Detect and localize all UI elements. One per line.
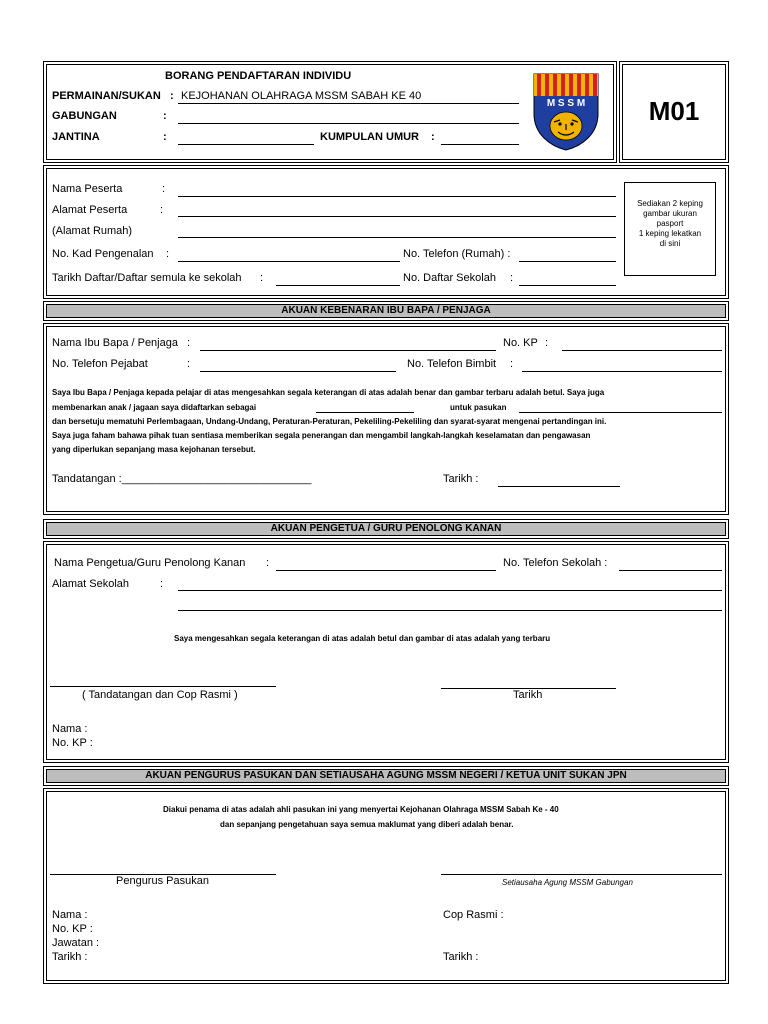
- principal-box: [46, 544, 726, 760]
- mssm-logo: [528, 70, 604, 152]
- parent-declaration-1: Saya Ibu Bapa / Penjaga kepada pelajar di atas mengesahkan segala keterangan di atas adalah benar dan gambar terbaru adalah betul. Saya juga: [52, 388, 605, 397]
- home-phone-field[interactable]: [519, 261, 616, 262]
- principal-name-label: Nama Pengetua/Guru Penolong Kanan: [54, 557, 246, 569]
- home-phone-label: No. Telefon (Rumah) :: [403, 248, 511, 260]
- mobile-phone-field[interactable]: [522, 371, 722, 372]
- principal-date-label: Tarikh: [513, 689, 543, 701]
- school-address-field-2[interactable]: [178, 610, 722, 611]
- parent-date-label: Tarikh :: [443, 473, 479, 485]
- manager-statement-1: Diakui penama di atas adalah ahli pasukan ini yang menyertai Kejohanan Olahraga MSSM Sabah Ke - 40: [163, 805, 559, 814]
- parent-name-label: Nama Ibu Bapa / Penjaga: [52, 337, 178, 349]
- gender-label: JANTINA: [52, 131, 100, 143]
- participant-name-label: Nama Peserta: [52, 183, 123, 195]
- colon: :: [166, 248, 170, 260]
- age-group-field[interactable]: [441, 144, 519, 145]
- colon: :: [187, 358, 191, 370]
- colon: :: [162, 183, 166, 195]
- official-stamp-label: Cop Rasmi :: [443, 909, 504, 921]
- colon: :: [266, 557, 270, 569]
- secretary-label: Setiausaha Agung MSSM Gabungan: [502, 878, 633, 887]
- office-phone-field[interactable]: [200, 371, 396, 372]
- principal-signature-line[interactable]: [50, 686, 276, 687]
- gender-field[interactable]: [178, 144, 314, 145]
- manager-date-label: Tarikh :: [52, 951, 88, 963]
- school-reg-field[interactable]: [519, 285, 616, 286]
- colon: :: [160, 578, 164, 590]
- parent-signature-label: Tandatangan :_______________________________: [52, 473, 312, 485]
- photo-box[interactable]: [624, 182, 716, 276]
- participant-address-field-2[interactable]: [178, 237, 616, 238]
- enrol-date-field[interactable]: [276, 285, 400, 286]
- parent-kp-field[interactable]: [562, 350, 722, 351]
- school-reg-label: No. Daftar Sekolah: [403, 272, 496, 284]
- home-address-label: (Alamat Rumah): [52, 225, 133, 237]
- form-title: BORANG PENDAFTARAN INDIVIDU: [165, 70, 352, 82]
- principal-kp-short: No. KP :: [52, 737, 93, 749]
- photo-note-line: pasport: [656, 219, 684, 228]
- age-group-colon: :: [431, 131, 435, 143]
- colon: :: [187, 337, 191, 349]
- sport-value: KEJOHANAN OLAHRAGA MSSM SABAH KE 40: [181, 90, 422, 102]
- participant-address-label: Alamat Peserta: [52, 204, 128, 216]
- parent-declaration-2b: untuk pasukan: [450, 403, 507, 412]
- enrol-date-label: Tarikh Daftar/Daftar semula ke sekolah: [52, 272, 242, 284]
- combined-label: GABUNGAN: [52, 110, 117, 122]
- school-phone-label: No. Telefon Sekolah :: [503, 557, 608, 569]
- participant-address-field-1[interactable]: [178, 216, 616, 217]
- colon: :: [510, 358, 514, 370]
- gender-colon: :: [163, 131, 167, 143]
- mobile-phone-label: No. Telefon Bimbit: [407, 358, 497, 370]
- sport-label: PERMAINAN/SUKAN: [52, 90, 161, 102]
- school-phone-field[interactable]: [619, 570, 722, 571]
- parent-name-field[interactable]: [200, 350, 496, 351]
- secretary-date-label: Tarikh :: [443, 951, 479, 963]
- parent-declaration-5: yang diperlukan sepanjang masa kejohanan tersebut.: [52, 445, 256, 454]
- manager-kp-label: No. KP :: [52, 923, 93, 935]
- photo-note-line: di sini: [659, 239, 681, 248]
- sport-line: [178, 103, 519, 104]
- principal-section-bar: AKUAN PENGETUA / GURU PENOLONG KANAN: [46, 522, 726, 536]
- form-code: M01: [648, 96, 700, 126]
- logo-text: M S S M: [546, 98, 586, 109]
- colon: :: [545, 337, 549, 349]
- photo-note-line: Sediakan 2 keping: [637, 199, 703, 208]
- participant-name-field[interactable]: [178, 196, 616, 197]
- team-field[interactable]: [519, 412, 722, 413]
- combined-colon: :: [163, 110, 167, 122]
- age-group-label: KUMPULAN UMUR: [320, 131, 419, 143]
- photo-note-line: 1 keping lekatkan: [638, 229, 702, 238]
- ic-field[interactable]: [178, 261, 400, 262]
- parent-date-field[interactable]: [498, 486, 620, 487]
- principal-signature-label: ( Tandatangan dan Cop Rasmi ): [82, 689, 238, 701]
- manager-name-label: Nama :: [52, 909, 88, 921]
- parent-section-bar: AKUAN KEBENARAN IBU BAPA / PENJAGA: [46, 304, 726, 318]
- registered-as-field[interactable]: [316, 412, 414, 413]
- secretary-signature-line[interactable]: [441, 874, 722, 875]
- principal-name-field[interactable]: [276, 570, 496, 571]
- sport-colon: :: [170, 90, 174, 102]
- colon: :: [260, 272, 264, 284]
- colon: :: [510, 272, 514, 284]
- principal-confirmation: Saya mengesahkan segala keterangan di atas adalah betul dan gambar di atas adalah yang terbaru: [174, 634, 551, 643]
- school-address-label: Alamat Sekolah: [52, 578, 130, 590]
- principal-name-short: Nama :: [52, 723, 88, 735]
- parent-declaration-2a: membenarkan anak / jagaan saya didaftarkan sebagai: [52, 403, 257, 412]
- parent-kp-label: No. KP: [503, 337, 538, 349]
- manager-section-bar: AKUAN PENGURUS PASUKAN DAN SETIAUSAHA AGUNG MSSM NEGERI / KETUA UNIT SUKAN JPN: [46, 769, 726, 783]
- ic-label: No. Kad Pengenalan: [52, 248, 154, 260]
- colon: :: [160, 204, 164, 216]
- manager-position-label: Jawatan :: [52, 937, 100, 949]
- photo-note-line: gambar ukuran: [643, 209, 697, 218]
- combined-field[interactable]: [178, 123, 519, 124]
- parent-declaration-4: Saya juga faham bahawa pihak tuan sentiasa memberikan segala penerangan dan mengambil langkah-langkah keselamatan dan pengawasan: [52, 431, 591, 440]
- office-phone-label: No. Telefon Pejabat: [52, 358, 148, 370]
- school-address-field-1[interactable]: [178, 590, 722, 591]
- parent-declaration-3: dan bersetuju mematuhi Perlembagaan, Undang-Undang, Peraturan-Peraturan, Pekeliling-Pekeliling dan syarat-syarat mengenai pertandingan ini.: [52, 417, 607, 426]
- team-manager-label: Pengurus Pasukan: [116, 875, 209, 887]
- manager-statement-2: dan sepanjang pengetahuan saya semua maklumat yang diberi adalah benar.: [220, 820, 514, 829]
